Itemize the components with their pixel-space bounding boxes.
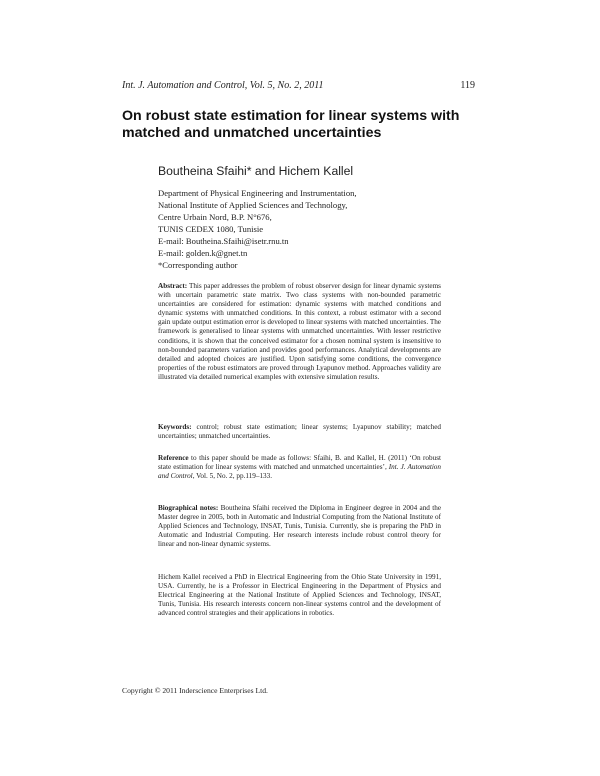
- bio-kallel: Hichem Kallel received a PhD in Electrical Engineering from the Ohio State University in 1991, USA. Currently, he is a Professor in Electrical Engineering in the Department of Physics and Electrical Engineering at the National Institute of Applied Sciences and Technology, INSAT, Tunis, Tunisia. His research interests concern non-linear systems control and the development of advanced control strategies and their applications in robotics.: [158, 573, 441, 618]
- biographical-notes: [158, 504, 441, 549]
- keywords-text: control; robust state estimation; linear systems; Lyapunov stability; matched uncertainties; unmatched uncertainties.: [158, 423, 442, 441]
- abstract-text: This paper addresses the problem of robust observer design for linear dynamic systems with uncertain parametric state matrix. Two class systems with non-bounded parametric uncertainties are considered for estimation: dynamic systems with matched conditions and dynamic systems with unmatched conditions. In this context, a robust estimator with a second gain update output estimation error is developed to linear systems with matched uncertainties. The framework is generalised to linear systems with unmatched uncertainties. With lesser restrictive conditions, it is shown that the conceived estimator for a chosen nominal system is insensitive to non-bounded parameters variation and provides good performances. Analytical developments are detailed and adopted choices are justified. Upon satisfying some conditions, the convergence properties of the robust estimators are proved through Lyapunov method. Approaches validity are illustrated via detailed numerical examples with extensive simulation results.: [158, 282, 441, 381]
- page-number: 119: [460, 80, 475, 91]
- affiliation-email-2[interactable]: E-mail: golden.k@gnet.tn: [158, 248, 248, 258]
- affiliation-address: Centre Urbain Nord, B.P. N°676,: [158, 212, 272, 222]
- reference-text-after: , Vol. 5, No. 2, pp.119–133.: [192, 472, 273, 481]
- reference-label: Reference: [158, 454, 189, 462]
- affiliation-block: [158, 187, 478, 271]
- affiliation-institute: National Institute of Applied Sciences and Technology,: [158, 200, 348, 210]
- journal-citation: Int. J. Automation and Control, Vol. 5, No. 2, 2011: [122, 80, 324, 91]
- affiliation-email-1[interactable]: E-mail: Boutheina.Sfaihi@isetr.rnu.tn: [158, 236, 289, 246]
- bio-label: Biographical notes:: [158, 504, 219, 512]
- paper-title: On robust state estimation for linear systems with matched and unmatched uncertainties: [122, 108, 460, 141]
- abstract-label: Abstract:: [158, 282, 188, 290]
- bio-sfaihi: Boutheina Sfaihi received the Diploma in Engineer degree in 2004 and the Master degree in 2005, both in Automatic and Industrial Computing from the National Institute of Applied Sciences and Technology, INSAT, Tunis, Tunisia. Currently, she is preparing the PhD in Automatic and Industrial Computing. Her research interests include robust control theory for linear and non-linear dynamic systems.: [158, 504, 442, 549]
- reference-journal: Int. J. Automation and Control: [158, 463, 441, 481]
- keywords: [158, 423, 441, 441]
- copyright-notice: Copyright © 2011 Inderscience Enterprises Ltd.: [122, 686, 268, 695]
- affiliation-city: TUNIS CEDEX 1080, Tunisie: [158, 224, 264, 234]
- author-names: Boutheina Sfaihi* and Hichem Kallel: [158, 164, 354, 178]
- citation-reference: [158, 454, 441, 481]
- corresponding-author-note: *Corresponding author: [158, 260, 238, 270]
- abstract: [158, 282, 441, 382]
- reference-text-before: to this paper should be made as follows: Sfaihi, B. and Kallel, H. (2011) ‘On robust state estimation for linear systems with matched and unmatched uncertainties’,: [158, 454, 442, 472]
- affiliation-department: Department of Physical Engineering and Instrumentation,: [158, 188, 357, 198]
- keywords-label: Keywords:: [158, 423, 192, 431]
